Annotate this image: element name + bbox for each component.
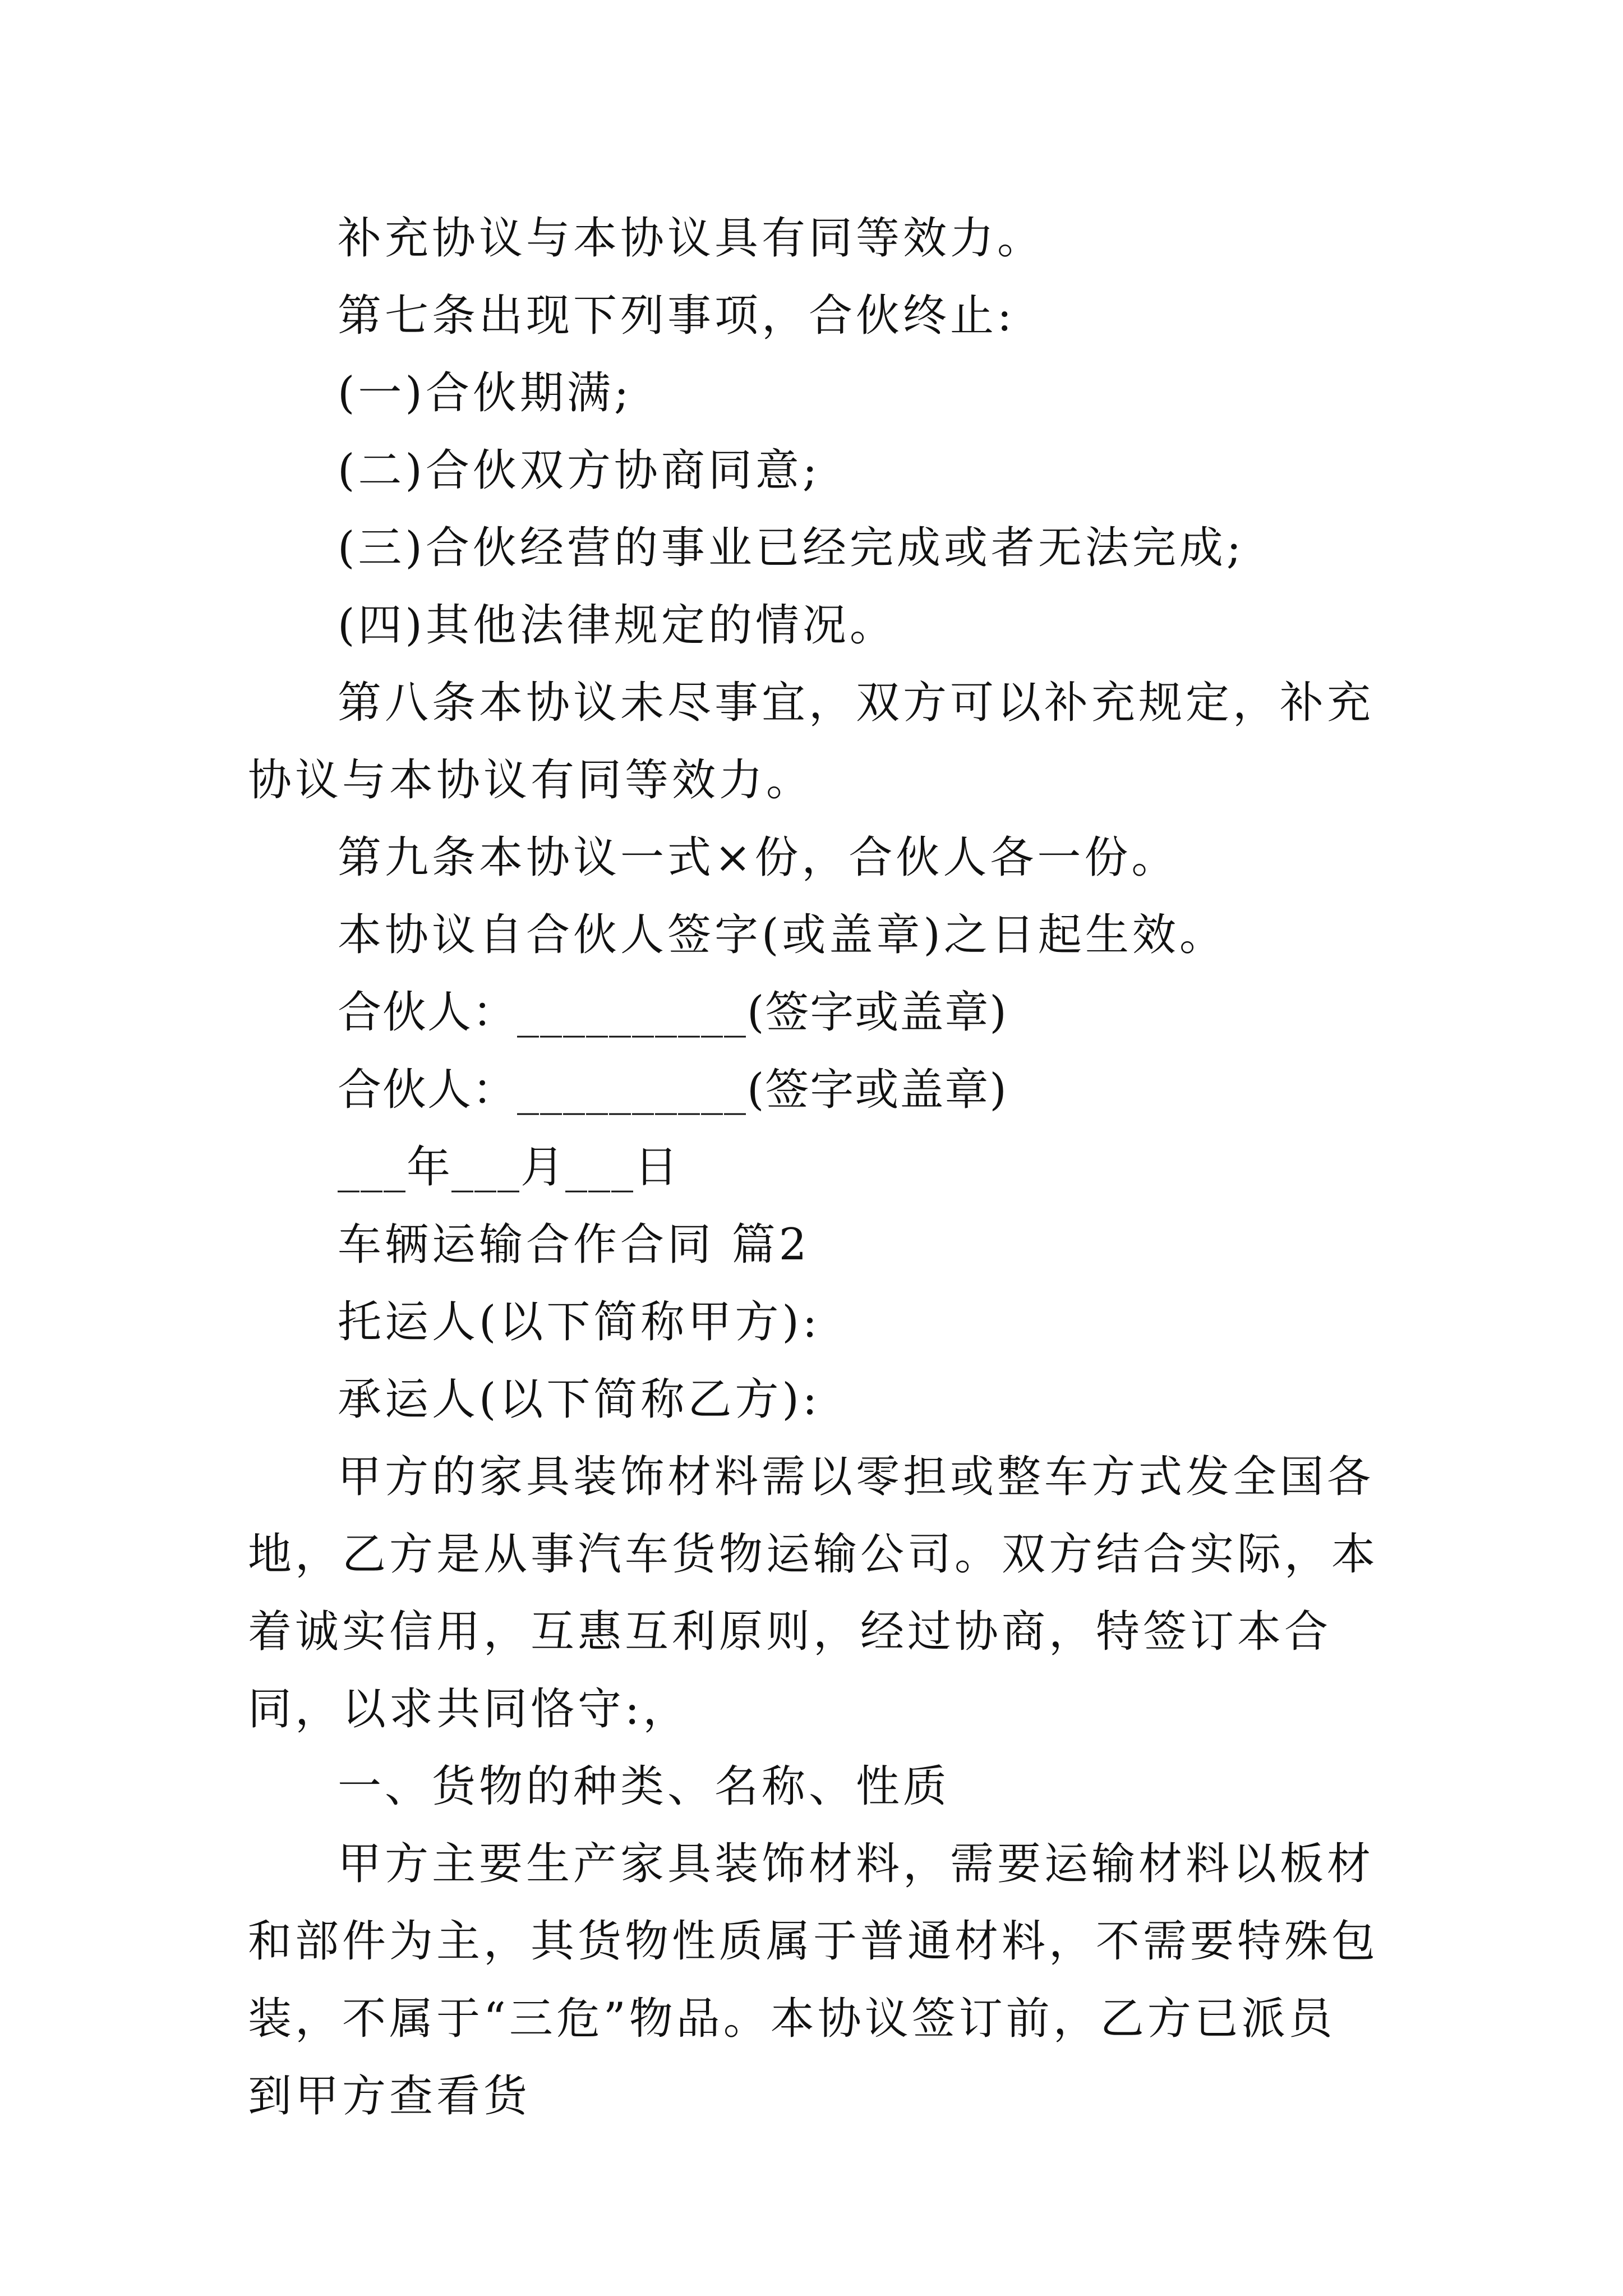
document-body: [248, 200, 1381, 2135]
paragraph-article-7: 第七条出现下列事项，合伙终止:: [338, 291, 1016, 341]
date-line: ___年___月___日: [338, 1142, 680, 1193]
paragraph-carrier: 承运人(以下简称乙方):: [338, 1374, 821, 1425]
paragraph-article-9: 第九条本协议一式×份，合伙人各一份。: [338, 832, 1179, 883]
paragraph-effective: 本协议自合伙人签字(或盖章)之日起生效。: [338, 910, 1227, 960]
paragraph-shipper: 托运人(以下简称甲方):: [338, 1297, 821, 1347]
paragraph-item-3: (三)合伙经营的事业已经完成或者无法完成;: [338, 523, 1245, 573]
signature-line-partner-2: 合伙人：__________(签字或盖章): [338, 1065, 1008, 1115]
paragraph-item-4: (四)其他法律规定的情况。: [338, 600, 897, 651]
section-title-contract-2: 车辆运输合作合同 篇2: [338, 1220, 810, 1270]
paragraph-article-8: 第八条本协议未尽事宜，双方可以补充规定，补充协议与本协议有同等效力。: [248, 678, 1375, 806]
signature-line-partner-1: 合伙人：__________(签字或盖章): [338, 987, 1008, 1038]
paragraph-preamble: 甲方的家具装饰材料需以零担或整车方式发全国各地，乙方是从事汽车货物运输公司。双方结合实际，本着诚实信用，互惠互利原则，经过协商，特签订本合同，以求共同恪守:，: [248, 1452, 1379, 1734]
paragraph-supplement-validity: 补充协议与本协议具有同等效力。: [338, 213, 1045, 264]
paragraph-goods-description: 甲方主要生产家具装饰材料，需要运输材料以板材和部件为主，其货物性质属于普通材料，不需要特殊包装，不属于“三危”物品。本协议签订前，乙方已派员到甲方查看货: [248, 1839, 1379, 2122]
paragraph-item-1: (一)合伙期满;: [338, 368, 633, 418]
paragraph-item-2: (二)合伙双方协商同意;: [338, 445, 821, 496]
heading-goods-type: 一、货物的种类、名称、性质: [338, 1761, 951, 1812]
